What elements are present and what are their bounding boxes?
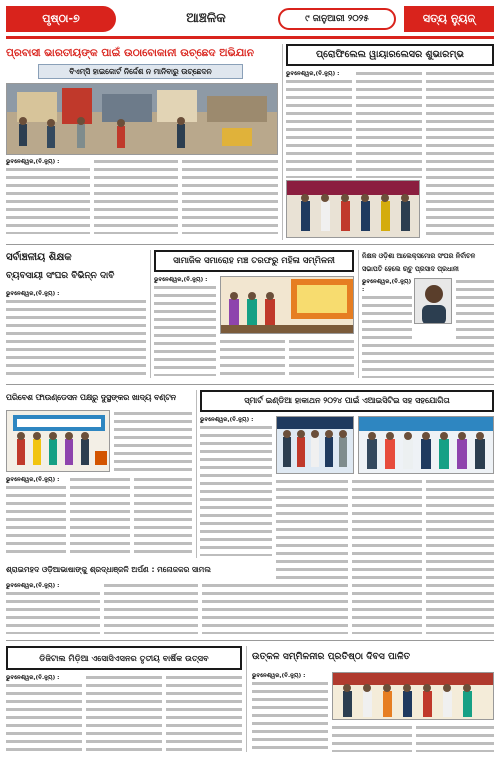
body-text-lines: [362, 342, 494, 378]
article-dateline: ଭୁବନେଶ୍ୱର,(ବି.ନ୍ୟୁ) :: [252, 673, 306, 679]
article-dateline: ଭୁବନେଶ୍ୱର,(ବି.ନ୍ୟୁ) :: [6, 159, 60, 165]
article-headline: ପ୍ରୋଫିଲେଲ ୱାୟାରଲେସର ଶୁଭାରମ୍ଭ: [286, 44, 494, 66]
article-body: [362, 342, 494, 378]
body-text-lines: [352, 478, 422, 634]
photo-women-conference: [221, 277, 354, 334]
article-dateline: ଭୁବନେଶ୍ୱର,(ବି.ନ୍ୟୁ) :: [154, 277, 208, 283]
article-headline: ପ୍ରବାସୀ ଭାରତୀୟଙ୍କ ପାଇଁ ଉଠାବୋକାନୀ ଉଚ୍ଛେଦ ଅଭିଯାନ: [6, 47, 254, 59]
body-text-lines: [416, 724, 494, 752]
news-photo: [332, 672, 494, 720]
photo-hackathon: [277, 417, 354, 474]
photo-foundation-day: [333, 673, 494, 720]
article-body: [252, 672, 328, 752]
article-headline: ଡିଜିଟାଲ ମିଡ଼ିଆ ଏସୋସିଏସନର ତୃତୀୟ ବାର୍ଷିକ ଉତ୍ସବ: [6, 646, 242, 670]
body-text-lines: [289, 338, 354, 378]
article-body: [426, 478, 494, 634]
article-body: [426, 70, 494, 238]
column-divider: [150, 250, 151, 378]
column-divider: [246, 646, 247, 752]
body-text-lines: [332, 724, 412, 752]
photo-street-demolition: [7, 84, 278, 155]
article-body: [200, 416, 272, 556]
column-divider: [196, 390, 197, 558]
body-text-lines: [276, 478, 348, 634]
article-body: [166, 674, 242, 752]
article-body: [6, 290, 146, 376]
column-divider: [282, 44, 283, 240]
body-text-lines: [6, 166, 90, 234]
body-text-lines: [86, 674, 162, 752]
article-headline: ସ୍ମାର୍ଟ ଇଣ୍ଡିଆ ହାକାଥନ ୨୦୨୪ ପାଇଁ ଏଆଇସିଟିଇ ସହ ସହଯୋଗିତା: [200, 390, 494, 412]
body-text-lines: [6, 298, 146, 376]
article-body: [6, 674, 82, 752]
article-dateline: ଭୁବନେଶ୍ୱର,(ବି.ନ୍ୟୁ) :: [362, 279, 412, 293]
body-text-lines: [114, 410, 192, 472]
body-text-lines: [6, 484, 66, 556]
article-body: [352, 478, 422, 634]
body-text-lines: [94, 158, 178, 234]
article-dateline: ଭୁବନେଶ୍ୱର,(ବି.ନ୍ୟୁ) :: [6, 583, 60, 589]
article-body: [362, 278, 412, 340]
body-text-lines: [286, 78, 352, 178]
news-photo: [358, 416, 494, 474]
article-dateline: ଭୁବନେଶ୍ୱର,(ବି.ନ୍ୟୁ) :: [286, 71, 340, 77]
article-body: [332, 724, 412, 752]
article-dateline: ଭୁବନେଶ୍ୱର,(ବି.ନ୍ୟୁ) :: [6, 675, 60, 681]
photo-food-distribution: [7, 411, 110, 472]
masthead-rule: [6, 36, 494, 39]
body-text-lines: [252, 680, 328, 752]
body-text-lines: [200, 424, 272, 556]
article-body: [289, 338, 354, 378]
body-text-lines: [456, 278, 494, 340]
article-dateline: ଭୁବନେଶ୍ୱର,(ବି.ନ୍ୟୁ) :: [200, 417, 254, 423]
article-body: [356, 70, 422, 178]
article-body: [104, 582, 198, 634]
article-body: [86, 674, 162, 752]
article-body: [220, 338, 285, 378]
article-headline: ନିକ୍ଷଳ ଓଡ଼ିଶା ଆଲେକ୍ସମୋର ସଂଘର ନିର୍ବାଚନ: [362, 252, 476, 260]
news-photo: [276, 416, 354, 474]
article-body: [6, 476, 66, 556]
article-headline: ବ୍ୟବସାୟୀ ସଂଘର ବିଭିନ୍ନ ଦାବି: [6, 271, 115, 281]
body-text-lines: [154, 284, 216, 376]
article-body: [70, 476, 130, 556]
page-number-label: ପୃଷ୍ଠା-୭: [6, 6, 116, 32]
newspaper-brand: ସତ୍ୟ ନ୍ୟୁଜ୍: [404, 6, 494, 32]
article-body: [134, 476, 192, 556]
body-text-lines: [6, 590, 100, 634]
photo-portrait: [415, 279, 452, 324]
photo-hackathon-group: [359, 417, 494, 474]
article-body: [6, 158, 90, 234]
article-body: [416, 724, 494, 752]
article-body: [182, 158, 278, 234]
masthead: [6, 6, 494, 40]
section-divider: [6, 640, 494, 641]
body-text-lines: [426, 478, 494, 634]
portrait-photo: [414, 278, 452, 324]
article-body: [114, 410, 192, 472]
article-body: [276, 478, 348, 634]
article-body: [6, 582, 100, 634]
column-divider: [358, 250, 359, 378]
article-subhead: ବିଏମ୍‌ସି ହାଇକୋର୍ଟ ନିର୍ଦ୍ଦେଶ ନ ମାନିବାରୁ ଉଚ୍ଛେଦନ: [38, 64, 243, 79]
body-text-lines: [6, 682, 82, 752]
news-photo: [220, 276, 354, 334]
section-title: ଆଞ୍ଚଳିକ: [186, 11, 226, 26]
body-text-lines: [104, 582, 198, 634]
body-text-lines: [356, 70, 422, 178]
article-body: [94, 158, 178, 234]
body-text-lines: [166, 674, 242, 752]
news-photo: [6, 410, 110, 472]
article-body: [154, 276, 216, 376]
article-headline: ସାମାଜିକ ସମାରୋହ ମଞ୍ଚ ତରଫରୁ ମହିଳା ସମ୍ମିଳନୀ: [154, 250, 354, 272]
body-text-lines: [182, 158, 278, 234]
issue-date: ୯ ଜାନୁଆରୀ ୨୦୨୫: [278, 8, 396, 30]
article-headline: ଶ୍ରାଇମହଦ ଓଡ଼ିଆଭାଷାଙ୍କୁ ଶ୍ରଦ୍ଧାଞ୍ଜଳି ଅର୍ପଣ : ମନୋଜକର ସାମଲ: [6, 565, 211, 574]
article-headline: ସଭାପତି ହେଲେ ଋଚୁ ପ୍ରସାଦ ପ୍ରଧାନୀ: [362, 265, 459, 273]
article-headline: ପରିବେଶ ଫାଉଣ୍ଡେସନ ପକ୍ଷରୁ ଦୁସ୍ଥଙ୍କର ଖାଦ୍ୟ ବଣ୍ଟନ: [6, 393, 177, 402]
body-text-lines: [134, 476, 192, 556]
body-text-lines: [426, 70, 494, 238]
photo-launch-event: [287, 181, 420, 238]
article-headline: ସର୍ବାଞ୍ଚଳୀୟ ଶିକ୍ଷକ: [6, 252, 72, 263]
article-dateline: ଭୁବନେଶ୍ୱର,(ବି.ନ୍ୟୁ) :: [6, 477, 60, 483]
news-photo: [286, 180, 420, 238]
section-divider: [6, 244, 494, 245]
article-dateline: ଭୁବନେଶ୍ୱର,(ବି.ନ୍ୟୁ) :: [6, 291, 60, 297]
section-divider: [6, 384, 494, 385]
body-text-lines: [220, 338, 285, 378]
news-photo: [6, 83, 278, 155]
article-body: [286, 70, 352, 178]
article-headline: ଉତ୍କଳ ସମ୍ମିଳନୀର ପ୍ରତିଷ୍ଠା ଦିବସ ପାଳିତ: [252, 651, 411, 662]
body-text-lines: [362, 294, 412, 340]
article-body: [456, 278, 494, 340]
body-text-lines: [70, 476, 130, 556]
